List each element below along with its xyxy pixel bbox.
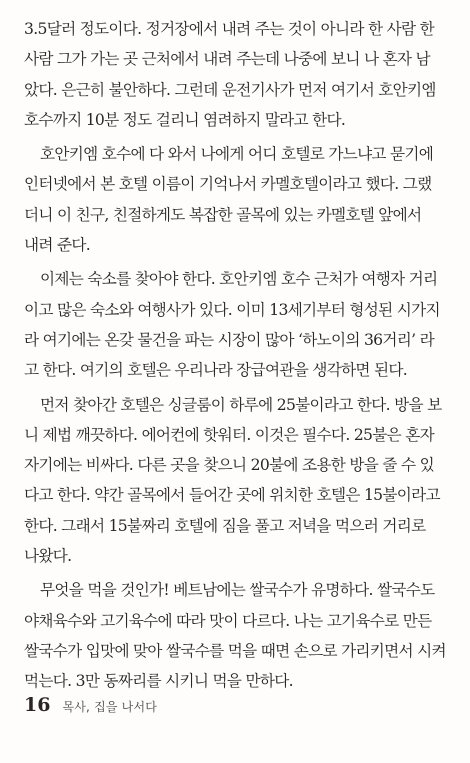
- text-line: 인터넷에서 본 호텔 이름이 기억나서 카멜호텔이라고 했다. 그랬: [24, 175, 432, 194]
- text-line: 야채육수와 고기육수에 따라 맛이 다르다. 나는 고기육수로 만든: [24, 611, 432, 630]
- running-title: 목사, 집을 나서다: [62, 700, 158, 714]
- text-line: 더니 이 친구, 친절하게도 복잡한 골목에 있는 카멜호텔 앞에서: [24, 205, 422, 224]
- paragraph: [24, 14, 448, 135]
- text-line: 무엇을 먹을 것인가! 베트남에는 쌀국수가 유명하다. 쌀국수도: [40, 581, 435, 600]
- paragraph: [24, 264, 448, 385]
- text-line: 먹는다. 3만 동짜리를 시키니 먹을 만하다.: [24, 672, 293, 691]
- page-footer: [24, 694, 157, 716]
- paragraph: [24, 139, 448, 260]
- text-line: 자기에는 비싸다. 다른 곳을 찾으니 20불에 조용한 방을 줄 수 있: [24, 456, 434, 475]
- text-line: 나왔다.: [24, 547, 72, 566]
- text-line: 니 제법 깨끗하다. 에어컨에 핫워터. 이것은 필수다. 25불은 혼자: [24, 425, 434, 444]
- text-line: 호수까지 10분 정도 걸리니 염려하지 말라고 한다.: [24, 110, 346, 129]
- text-line: 이고 많은 숙소와 여행사가 있다. 이미 13세기부터 형성된 시가지: [24, 300, 440, 319]
- text-line: 이제는 숙소를 찾아야 한다. 호안키엠 호수 근처가 여행자 거리: [40, 270, 438, 289]
- text-line: 3.5달러 정도이다. 정거장에서 내려 주는 것이 아니라 한 사람 한: [24, 20, 434, 38]
- text-line: 쌀국수가 입맛에 맞아 쌀국수를 먹을 때면 손으로 가리키면서 시켜: [24, 641, 446, 660]
- text-line: 호안키엠 호수에 다 와서 나에게 어디 호텔로 가느냐고 묻기에: [40, 145, 434, 164]
- text-line: 고 한다. 여기의 호텔은 우리나라 장급여관을 생각하면 된다.: [24, 361, 408, 380]
- text-line: 라 여기에는 온갖 물건을 파는 시장이 많아 ‘하노이의 36거리’ 라: [24, 330, 434, 349]
- text-line: 사람 그가 가는 곳 근처에서 내려 주는데 나중에 보니 나 혼자 남: [24, 50, 430, 69]
- paragraph: [24, 390, 448, 572]
- text-line: 내려 준다.: [24, 236, 90, 255]
- text-line: 먼저 찾아간 호텔은 싱글룸이 하루에 25불이라고 한다. 방을 보: [40, 395, 442, 414]
- paragraph: [24, 575, 448, 696]
- text-line: 았다. 은근히 불안하다. 그런데 운전기사가 먼저 여기서 호안키엠: [24, 80, 436, 99]
- body-text: [24, 14, 448, 697]
- page-number: 16: [24, 694, 51, 716]
- text-line: 다고 한다. 약간 골목에서 들어간 곳에 위치한 호텔은 15불이라고: [24, 486, 440, 505]
- text-line: 한다. 그래서 15불짜리 호텔에 짐을 풀고 저녁을 먹으러 거리로: [24, 516, 426, 535]
